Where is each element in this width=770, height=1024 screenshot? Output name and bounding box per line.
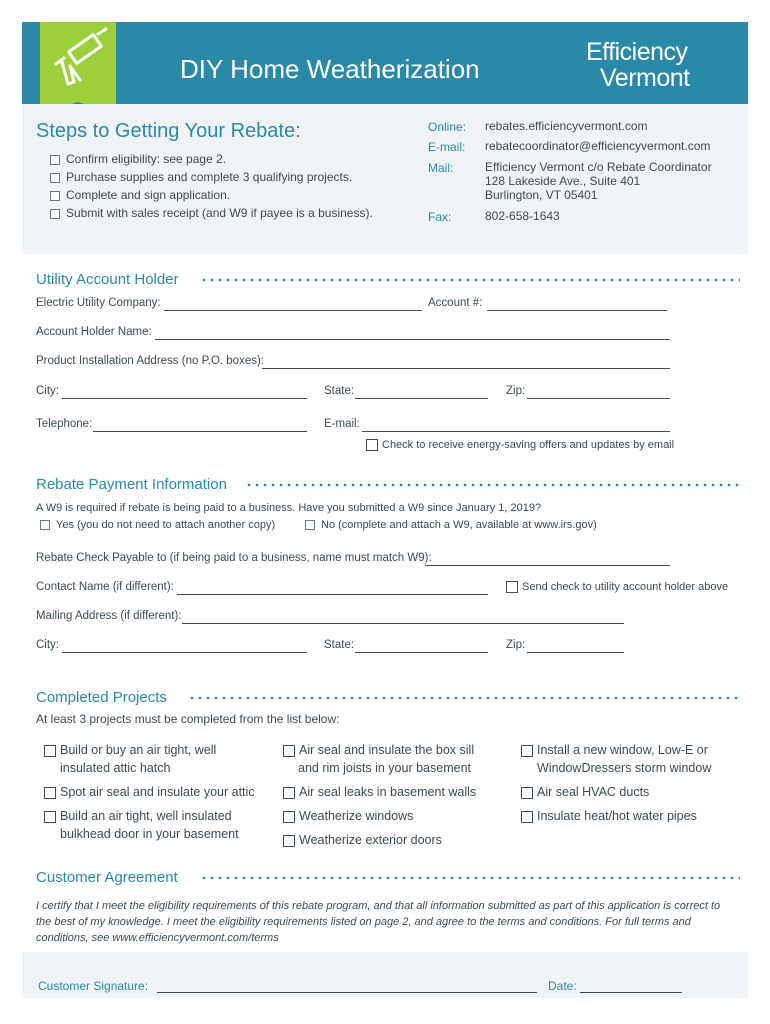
zip-field[interactable] bbox=[527, 398, 670, 399]
payment-city-label: City: bbox=[36, 639, 59, 651]
payable-to-label: Rebate Check Payable to (if being paid to a business, name must match W9): bbox=[36, 552, 432, 564]
checkbox-icon[interactable] bbox=[283, 835, 295, 847]
email-opt-in[interactable]: Check to receive energy-saving offers and updates by email bbox=[366, 439, 674, 451]
mail-label: Mail: bbox=[428, 161, 454, 175]
checkbox-icon[interactable] bbox=[305, 520, 315, 530]
email-field[interactable] bbox=[362, 431, 670, 432]
zip-label: Zip: bbox=[506, 385, 526, 397]
online-label: Online: bbox=[428, 120, 467, 134]
utility-section-title: Utility Account Holder bbox=[36, 271, 179, 288]
step-item: Purchase supplies and complete 3 qualifying projects. bbox=[50, 170, 352, 184]
project-item-cont: WindowDressers storm window bbox=[537, 761, 712, 775]
project-item[interactable]: Weatherize windows bbox=[283, 807, 413, 825]
mail-line1: Efficiency Vermont c/o Rebate Coordinator bbox=[485, 160, 712, 174]
checkbox-icon[interactable] bbox=[44, 811, 56, 823]
caulk-gun-badge bbox=[40, 22, 116, 102]
project-item[interactable]: Spot air seal and insulate your attic bbox=[44, 783, 255, 801]
state-field[interactable] bbox=[355, 398, 488, 399]
agreement-text: I certify that I meet the eligibility requirements of this rebate program, and that all information submitted as part of this application is correct to the best of my knowledge. I meet the eligibility requirements listed on page 2, and agree to the terms and conditions. For full terms and conditions, see www.efficiencyvermont.com/terms bbox=[36, 900, 721, 944]
email-field-label: E-mail: bbox=[324, 418, 360, 430]
checkbox-icon[interactable] bbox=[521, 745, 533, 757]
mailing-address-label: Mailing Address (if different): bbox=[36, 610, 182, 622]
project-item[interactable]: Insulate heat/hot water pipes bbox=[521, 807, 697, 825]
section-divider bbox=[200, 278, 740, 282]
step-item: Confirm eligibility: see page 2. bbox=[50, 152, 226, 166]
checkbox-icon[interactable] bbox=[44, 787, 56, 799]
telephone-field[interactable] bbox=[93, 431, 307, 432]
page-title: DIY Home Weatherization bbox=[180, 54, 480, 84]
install-address-field[interactable] bbox=[262, 368, 670, 369]
date-field[interactable] bbox=[580, 992, 682, 993]
checkbox-icon[interactable] bbox=[50, 155, 60, 165]
mailing-address-field[interactable] bbox=[182, 623, 624, 624]
checkbox-icon[interactable] bbox=[366, 439, 378, 451]
account-number-label: Account #: bbox=[428, 297, 483, 309]
account-number-field[interactable] bbox=[487, 310, 667, 311]
date-label: Date: bbox=[548, 979, 577, 993]
checkbox-icon[interactable] bbox=[50, 209, 60, 219]
checkbox-icon[interactable] bbox=[40, 520, 50, 530]
email-label: E-mail: bbox=[428, 140, 466, 154]
city-label: City: bbox=[36, 385, 59, 397]
signature-label: Customer Signature: bbox=[38, 979, 149, 993]
payment-city-field[interactable] bbox=[62, 652, 307, 653]
payment-zip-field[interactable] bbox=[527, 652, 624, 653]
section-divider bbox=[200, 876, 740, 880]
project-item[interactable]: Air seal HVAC ducts bbox=[521, 783, 649, 801]
checkbox-icon[interactable] bbox=[521, 811, 533, 823]
checkbox-icon[interactable] bbox=[50, 191, 60, 201]
project-item-cont: and rim joists in your basement bbox=[298, 761, 471, 775]
send-check-option[interactable]: Send check to utility account holder above bbox=[506, 581, 728, 593]
checkbox-icon[interactable] bbox=[283, 787, 295, 799]
fax-value: 802-658-1643 bbox=[485, 209, 560, 223]
step-item: Submit with sales receipt (and W9 if payee is a business). bbox=[50, 206, 373, 220]
project-item[interactable]: Install a new window, Low-E or bbox=[521, 741, 708, 759]
payment-zip-label: Zip: bbox=[506, 639, 526, 651]
payment-state-field[interactable] bbox=[355, 652, 488, 653]
w9-question: A W9 is required if rebate is being paid to a business. Have you submitted a W9 since January 1, 2019? bbox=[36, 502, 542, 514]
project-item[interactable]: Air seal and insulate the box sill bbox=[283, 741, 474, 759]
w9-yes-option[interactable]: Yes (you do not need to attach another copy) bbox=[40, 519, 275, 531]
project-item[interactable]: Weatherize exterior doors bbox=[283, 831, 442, 849]
payable-to-field[interactable] bbox=[425, 565, 670, 566]
projects-subtitle: At least 3 projects must be completed from the list below: bbox=[36, 712, 340, 726]
checkbox-icon[interactable] bbox=[283, 811, 295, 823]
project-item[interactable]: Build an air tight, well insulated bbox=[44, 807, 232, 825]
telephone-label: Telephone: bbox=[36, 418, 93, 430]
online-value[interactable]: rebates.efficiencyvermont.com bbox=[485, 119, 648, 133]
payment-section-title: Rebate Payment Information bbox=[36, 476, 227, 493]
payment-state-label: State: bbox=[324, 639, 355, 651]
steps-title: Steps to Getting Your Rebate: bbox=[36, 120, 301, 142]
contact-name-field[interactable] bbox=[177, 594, 488, 595]
electric-company-label: Electric Utility Company: bbox=[36, 297, 161, 309]
w9-no-option[interactable]: No (complete and attach a W9, available at www.irs.gov) bbox=[305, 519, 597, 531]
agreement-section-title: Customer Agreement bbox=[36, 869, 178, 886]
city-field[interactable] bbox=[62, 398, 307, 399]
mail-line2: 128 Lakeside Ave., Suite 401 bbox=[485, 174, 641, 188]
checkbox-icon[interactable] bbox=[283, 745, 295, 757]
project-item[interactable]: Build or buy an air tight, well bbox=[44, 741, 216, 759]
contact-name-label: Contact Name (if different): bbox=[36, 581, 174, 593]
electric-company-field[interactable] bbox=[164, 310, 422, 311]
checkbox-icon[interactable] bbox=[521, 787, 533, 799]
install-address-label: Product Installation Address (no P.O. boxes): bbox=[36, 355, 264, 367]
email-value[interactable]: rebatecoordinator@efficiencyvermont.com bbox=[485, 139, 711, 153]
project-item-cont: insulated attic hatch bbox=[60, 761, 171, 775]
logo-efficiency: Efficiency bbox=[586, 38, 688, 66]
section-divider bbox=[188, 696, 740, 700]
logo-vermont: Vermont bbox=[600, 64, 690, 92]
state-label: State: bbox=[324, 385, 355, 397]
holder-name-label: Account Holder Name: bbox=[36, 326, 152, 338]
holder-name-field[interactable] bbox=[155, 339, 670, 340]
checkbox-icon[interactable] bbox=[50, 173, 60, 183]
fax-label: Fax: bbox=[428, 210, 452, 224]
caulk-gun-icon bbox=[40, 22, 116, 102]
checkbox-icon[interactable] bbox=[506, 581, 518, 593]
projects-section-title: Completed Projects bbox=[36, 689, 167, 706]
step-item: Complete and sign application. bbox=[50, 188, 230, 202]
project-item[interactable]: Air seal leaks in basement walls bbox=[283, 783, 476, 801]
section-divider bbox=[245, 483, 740, 487]
mail-line3: Burlington, VT 05401 bbox=[485, 188, 598, 202]
signature-field[interactable] bbox=[157, 992, 537, 993]
project-item-cont: bulkhead door in your basement bbox=[60, 827, 239, 841]
checkbox-icon[interactable] bbox=[44, 745, 56, 757]
